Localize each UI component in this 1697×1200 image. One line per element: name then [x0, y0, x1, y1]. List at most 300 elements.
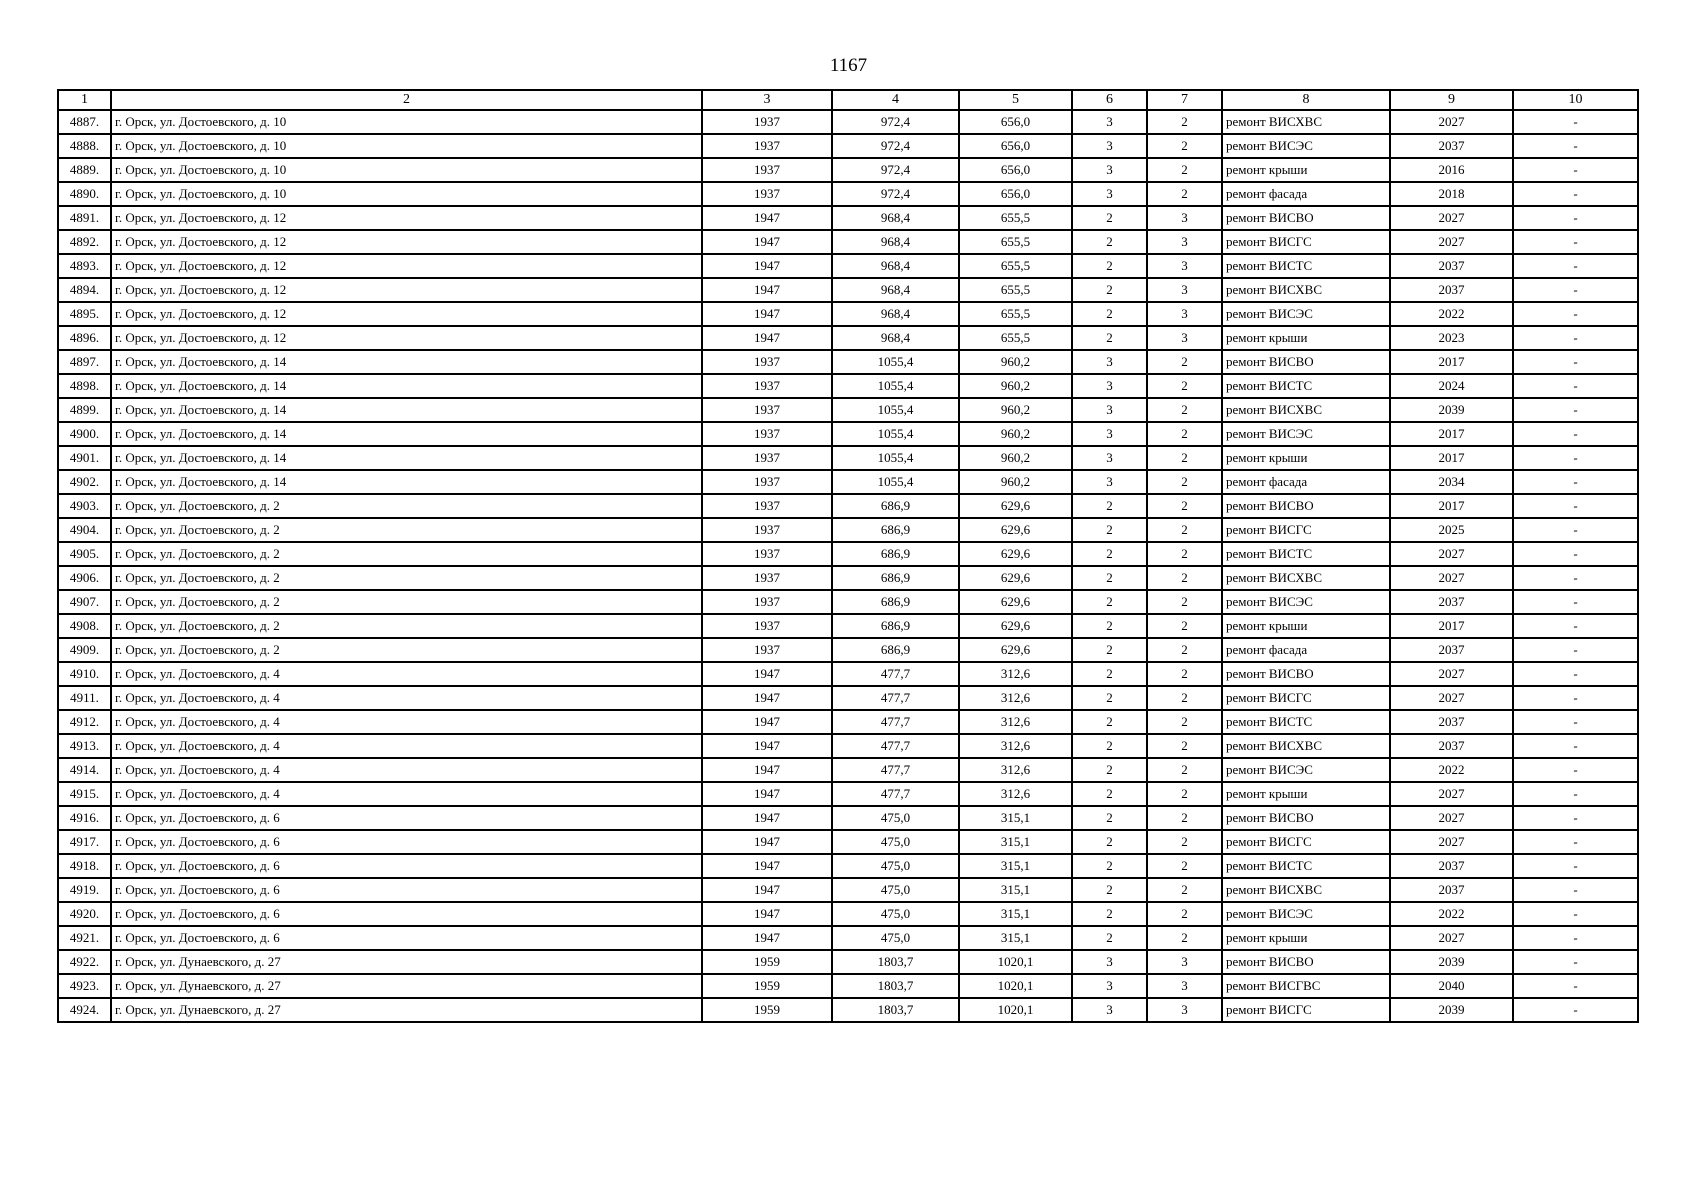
table-row [58, 854, 1638, 878]
work-type-cell: ремонт ВИСЭС [1222, 758, 1390, 782]
total-area-cell: 477,7 [832, 758, 959, 782]
planned-year-cell: 2034 [1390, 470, 1513, 494]
table-row [58, 422, 1638, 446]
work-type-cell: ремонт ВИСЭС [1222, 302, 1390, 326]
planned-year-cell: 2037 [1390, 710, 1513, 734]
entrances-cell: 3 [1147, 302, 1222, 326]
floors-cell: 2 [1072, 638, 1147, 662]
note-cell: - [1513, 446, 1638, 470]
total-area-cell: 477,7 [832, 734, 959, 758]
total-area-cell: 1055,4 [832, 446, 959, 470]
living-area-cell: 629,6 [959, 518, 1072, 542]
floors-cell: 2 [1072, 710, 1147, 734]
entrances-cell: 3 [1147, 974, 1222, 998]
living-area-cell: 315,1 [959, 830, 1072, 854]
address-cell: г. Орск, ул. Достоевского, д. 4 [111, 662, 702, 686]
row-number-cell: 4888. [58, 134, 111, 158]
note-cell: - [1513, 638, 1638, 662]
floors-cell: 2 [1072, 326, 1147, 350]
total-area-cell: 968,4 [832, 254, 959, 278]
build-year-cell: 1947 [702, 302, 832, 326]
entrances-cell: 3 [1147, 254, 1222, 278]
address-cell: г. Орск, ул. Достоевского, д. 6 [111, 926, 702, 950]
living-area-cell: 656,0 [959, 134, 1072, 158]
row-number-cell: 4895. [58, 302, 111, 326]
note-cell: - [1513, 110, 1638, 134]
table-row [58, 902, 1638, 926]
entrances-cell: 2 [1147, 686, 1222, 710]
table-row [58, 518, 1638, 542]
living-area-cell: 312,6 [959, 710, 1072, 734]
table-row [58, 278, 1638, 302]
address-cell: г. Орск, ул. Достоевского, д. 12 [111, 278, 702, 302]
work-type-cell: ремонт ВИСГС [1222, 830, 1390, 854]
entrances-cell: 2 [1147, 638, 1222, 662]
living-area-cell: 960,2 [959, 422, 1072, 446]
planned-year-cell: 2016 [1390, 158, 1513, 182]
floors-cell: 3 [1072, 446, 1147, 470]
entrances-cell: 2 [1147, 566, 1222, 590]
note-cell: - [1513, 782, 1638, 806]
work-type-cell: ремонт ВИСТС [1222, 254, 1390, 278]
planned-year-cell: 2027 [1390, 782, 1513, 806]
row-number-cell: 4906. [58, 566, 111, 590]
build-year-cell: 1947 [702, 686, 832, 710]
table-row [58, 326, 1638, 350]
row-number-cell: 4911. [58, 686, 111, 710]
table-row [58, 398, 1638, 422]
planned-year-cell: 2037 [1390, 638, 1513, 662]
build-year-cell: 1937 [702, 470, 832, 494]
note-cell: - [1513, 854, 1638, 878]
work-type-cell: ремонт ВИСВО [1222, 350, 1390, 374]
entrances-cell: 2 [1147, 134, 1222, 158]
address-cell: г. Орск, ул. Достоевского, д. 10 [111, 110, 702, 134]
floors-cell: 3 [1072, 950, 1147, 974]
total-area-cell: 968,4 [832, 326, 959, 350]
address-cell: г. Орск, ул. Достоевского, д. 14 [111, 398, 702, 422]
floors-cell: 2 [1072, 254, 1147, 278]
note-cell: - [1513, 878, 1638, 902]
planned-year-cell: 2018 [1390, 182, 1513, 206]
living-area-cell: 656,0 [959, 158, 1072, 182]
living-area-cell: 315,1 [959, 902, 1072, 926]
build-year-cell: 1937 [702, 110, 832, 134]
note-cell: - [1513, 902, 1638, 926]
work-type-cell: ремонт ВИСХВС [1222, 566, 1390, 590]
build-year-cell: 1937 [702, 350, 832, 374]
total-area-cell: 686,9 [832, 518, 959, 542]
build-year-cell: 1947 [702, 830, 832, 854]
note-cell: - [1513, 998, 1638, 1022]
note-cell: - [1513, 398, 1638, 422]
build-year-cell: 1947 [702, 254, 832, 278]
entrances-cell: 2 [1147, 182, 1222, 206]
work-type-cell: ремонт ВИСХВС [1222, 110, 1390, 134]
row-number-cell: 4897. [58, 350, 111, 374]
floors-cell: 2 [1072, 566, 1147, 590]
note-cell: - [1513, 470, 1638, 494]
floors-cell: 2 [1072, 806, 1147, 830]
planned-year-cell: 2037 [1390, 254, 1513, 278]
build-year-cell: 1947 [702, 662, 832, 686]
total-area-cell: 1055,4 [832, 470, 959, 494]
living-area-cell: 960,2 [959, 374, 1072, 398]
entrances-cell: 3 [1147, 230, 1222, 254]
living-area-cell: 960,2 [959, 446, 1072, 470]
column-header: 9 [1390, 90, 1513, 110]
table-row [58, 374, 1638, 398]
planned-year-cell: 2037 [1390, 590, 1513, 614]
living-area-cell: 655,5 [959, 302, 1072, 326]
row-number-cell: 4893. [58, 254, 111, 278]
total-area-cell: 686,9 [832, 614, 959, 638]
floors-cell: 2 [1072, 278, 1147, 302]
planned-year-cell: 2022 [1390, 902, 1513, 926]
entrances-cell: 2 [1147, 758, 1222, 782]
total-area-cell: 477,7 [832, 782, 959, 806]
planned-year-cell: 2039 [1390, 998, 1513, 1022]
note-cell: - [1513, 326, 1638, 350]
total-area-cell: 1803,7 [832, 974, 959, 998]
planned-year-cell: 2027 [1390, 806, 1513, 830]
address-cell: г. Орск, ул. Достоевского, д. 6 [111, 854, 702, 878]
total-area-cell: 686,9 [832, 566, 959, 590]
table-row [58, 926, 1638, 950]
entrances-cell: 2 [1147, 782, 1222, 806]
entrances-cell: 2 [1147, 494, 1222, 518]
note-cell: - [1513, 686, 1638, 710]
floors-cell: 3 [1072, 998, 1147, 1022]
living-area-cell: 1020,1 [959, 974, 1072, 998]
build-year-cell: 1947 [702, 710, 832, 734]
build-year-cell: 1947 [702, 926, 832, 950]
entrances-cell: 2 [1147, 110, 1222, 134]
entrances-cell: 2 [1147, 398, 1222, 422]
total-area-cell: 1055,4 [832, 374, 959, 398]
floors-cell: 3 [1072, 422, 1147, 446]
total-area-cell: 475,0 [832, 902, 959, 926]
planned-year-cell: 2017 [1390, 614, 1513, 638]
row-number-cell: 4889. [58, 158, 111, 182]
address-cell: г. Орск, ул. Достоевского, д. 14 [111, 374, 702, 398]
living-area-cell: 629,6 [959, 590, 1072, 614]
work-type-cell: ремонт ВИСТС [1222, 710, 1390, 734]
note-cell: - [1513, 758, 1638, 782]
entrances-cell: 3 [1147, 326, 1222, 350]
row-number-cell: 4898. [58, 374, 111, 398]
work-type-cell: ремонт ВИСГВС [1222, 974, 1390, 998]
row-number-cell: 4919. [58, 878, 111, 902]
row-number-cell: 4910. [58, 662, 111, 686]
address-cell: г. Орск, ул. Достоевского, д. 4 [111, 686, 702, 710]
column-header: 3 [702, 90, 832, 110]
entrances-cell: 2 [1147, 374, 1222, 398]
planned-year-cell: 2023 [1390, 326, 1513, 350]
build-year-cell: 1937 [702, 374, 832, 398]
total-area-cell: 968,4 [832, 230, 959, 254]
note-cell: - [1513, 374, 1638, 398]
row-number-cell: 4915. [58, 782, 111, 806]
work-type-cell: ремонт ВИСВО [1222, 206, 1390, 230]
planned-year-cell: 2037 [1390, 854, 1513, 878]
table-row [58, 350, 1638, 374]
note-cell: - [1513, 422, 1638, 446]
row-number-cell: 4907. [58, 590, 111, 614]
floors-cell: 2 [1072, 590, 1147, 614]
row-number-cell: 4918. [58, 854, 111, 878]
table-row [58, 686, 1638, 710]
row-number-cell: 4924. [58, 998, 111, 1022]
column-header: 6 [1072, 90, 1147, 110]
living-area-cell: 312,6 [959, 734, 1072, 758]
note-cell: - [1513, 614, 1638, 638]
table-row [58, 134, 1638, 158]
entrances-cell: 2 [1147, 734, 1222, 758]
total-area-cell: 475,0 [832, 854, 959, 878]
floors-cell: 2 [1072, 830, 1147, 854]
table-row [58, 830, 1638, 854]
living-area-cell: 315,1 [959, 878, 1072, 902]
planned-year-cell: 2027 [1390, 662, 1513, 686]
floors-cell: 3 [1072, 398, 1147, 422]
build-year-cell: 1947 [702, 806, 832, 830]
floors-cell: 2 [1072, 662, 1147, 686]
address-cell: г. Орск, ул. Достоевского, д. 14 [111, 422, 702, 446]
entrances-cell: 2 [1147, 710, 1222, 734]
address-cell: г. Орск, ул. Достоевского, д. 4 [111, 782, 702, 806]
table-body [58, 110, 1638, 1022]
work-type-cell: ремонт ВИСГС [1222, 686, 1390, 710]
build-year-cell: 1947 [702, 902, 832, 926]
row-number-cell: 4900. [58, 422, 111, 446]
build-year-cell: 1947 [702, 326, 832, 350]
address-cell: г. Орск, ул. Достоевского, д. 6 [111, 902, 702, 926]
row-number-cell: 4903. [58, 494, 111, 518]
total-area-cell: 972,4 [832, 158, 959, 182]
column-number-row [58, 90, 1638, 110]
living-area-cell: 629,6 [959, 566, 1072, 590]
work-type-cell: ремонт ВИСВО [1222, 662, 1390, 686]
address-cell: г. Орск, ул. Достоевского, д. 10 [111, 134, 702, 158]
note-cell: - [1513, 254, 1638, 278]
build-year-cell: 1937 [702, 494, 832, 518]
work-type-cell: ремонт ВИСЭС [1222, 422, 1390, 446]
total-area-cell: 968,4 [832, 302, 959, 326]
floors-cell: 3 [1072, 470, 1147, 494]
note-cell: - [1513, 134, 1638, 158]
address-cell: г. Орск, ул. Достоевского, д. 12 [111, 230, 702, 254]
column-header: 8 [1222, 90, 1390, 110]
note-cell: - [1513, 182, 1638, 206]
entrances-cell: 2 [1147, 614, 1222, 638]
note-cell: - [1513, 830, 1638, 854]
address-cell: г. Орск, ул. Достоевского, д. 2 [111, 518, 702, 542]
row-number-cell: 4923. [58, 974, 111, 998]
work-type-cell: ремонт ВИСЭС [1222, 902, 1390, 926]
build-year-cell: 1937 [702, 134, 832, 158]
total-area-cell: 477,7 [832, 710, 959, 734]
note-cell: - [1513, 662, 1638, 686]
floors-cell: 3 [1072, 350, 1147, 374]
row-number-cell: 4922. [58, 950, 111, 974]
address-cell: г. Орск, ул. Достоевского, д. 6 [111, 830, 702, 854]
work-type-cell: ремонт крыши [1222, 782, 1390, 806]
total-area-cell: 968,4 [832, 206, 959, 230]
floors-cell: 2 [1072, 782, 1147, 806]
living-area-cell: 629,6 [959, 638, 1072, 662]
entrances-cell: 2 [1147, 830, 1222, 854]
note-cell: - [1513, 710, 1638, 734]
address-cell: г. Орск, ул. Достоевского, д. 6 [111, 806, 702, 830]
build-year-cell: 1937 [702, 614, 832, 638]
planned-year-cell: 2022 [1390, 758, 1513, 782]
build-year-cell: 1937 [702, 446, 832, 470]
living-area-cell: 960,2 [959, 470, 1072, 494]
address-cell: г. Орск, ул. Достоевского, д. 4 [111, 758, 702, 782]
work-type-cell: ремонт ВИСХВС [1222, 878, 1390, 902]
build-year-cell: 1937 [702, 158, 832, 182]
address-cell: г. Орск, ул. Достоевского, д. 2 [111, 590, 702, 614]
work-type-cell: ремонт крыши [1222, 926, 1390, 950]
address-cell: г. Орск, ул. Достоевского, д. 10 [111, 158, 702, 182]
note-cell: - [1513, 734, 1638, 758]
work-type-cell: ремонт ВИСЭС [1222, 134, 1390, 158]
living-area-cell: 315,1 [959, 806, 1072, 830]
total-area-cell: 968,4 [832, 278, 959, 302]
build-year-cell: 1947 [702, 854, 832, 878]
living-area-cell: 655,5 [959, 326, 1072, 350]
table-row [58, 734, 1638, 758]
note-cell: - [1513, 230, 1638, 254]
build-year-cell: 1947 [702, 782, 832, 806]
work-type-cell: ремонт ВИСТС [1222, 854, 1390, 878]
table-row [58, 590, 1638, 614]
total-area-cell: 686,9 [832, 638, 959, 662]
row-number-cell: 4902. [58, 470, 111, 494]
living-area-cell: 312,6 [959, 782, 1072, 806]
planned-year-cell: 2027 [1390, 686, 1513, 710]
build-year-cell: 1959 [702, 974, 832, 998]
row-number-cell: 4920. [58, 902, 111, 926]
build-year-cell: 1947 [702, 278, 832, 302]
table-row [58, 998, 1638, 1022]
living-area-cell: 629,6 [959, 494, 1072, 518]
address-cell: г. Орск, ул. Достоевского, д. 14 [111, 350, 702, 374]
total-area-cell: 1803,7 [832, 998, 959, 1022]
entrances-cell: 2 [1147, 518, 1222, 542]
work-type-cell: ремонт крыши [1222, 446, 1390, 470]
table-row [58, 110, 1638, 134]
note-cell: - [1513, 278, 1638, 302]
floors-cell: 3 [1072, 182, 1147, 206]
planned-year-cell: 2025 [1390, 518, 1513, 542]
planned-year-cell: 2022 [1390, 302, 1513, 326]
work-type-cell: ремонт ВИСГС [1222, 518, 1390, 542]
total-area-cell: 1055,4 [832, 398, 959, 422]
build-year-cell: 1947 [702, 734, 832, 758]
note-cell: - [1513, 566, 1638, 590]
row-number-cell: 4914. [58, 758, 111, 782]
living-area-cell: 655,5 [959, 278, 1072, 302]
build-year-cell: 1959 [702, 998, 832, 1022]
address-cell: г. Орск, ул. Достоевского, д. 2 [111, 494, 702, 518]
work-type-cell: ремонт ВИСХВС [1222, 398, 1390, 422]
row-number-cell: 4896. [58, 326, 111, 350]
table-row [58, 614, 1638, 638]
floors-cell: 2 [1072, 302, 1147, 326]
column-header: 10 [1513, 90, 1638, 110]
table-row [58, 254, 1638, 278]
entrances-cell: 2 [1147, 662, 1222, 686]
planned-year-cell: 2039 [1390, 398, 1513, 422]
planned-year-cell: 2017 [1390, 350, 1513, 374]
work-type-cell: ремонт ВИСВО [1222, 494, 1390, 518]
address-cell: г. Орск, ул. Достоевского, д. 12 [111, 302, 702, 326]
register-table [57, 89, 1639, 1023]
living-area-cell: 315,1 [959, 854, 1072, 878]
note-cell: - [1513, 590, 1638, 614]
entrances-cell: 2 [1147, 854, 1222, 878]
build-year-cell: 1937 [702, 182, 832, 206]
planned-year-cell: 2027 [1390, 110, 1513, 134]
total-area-cell: 972,4 [832, 110, 959, 134]
note-cell: - [1513, 806, 1638, 830]
living-area-cell: 629,6 [959, 614, 1072, 638]
note-cell: - [1513, 926, 1638, 950]
planned-year-cell: 2037 [1390, 278, 1513, 302]
note-cell: - [1513, 518, 1638, 542]
total-area-cell: 972,4 [832, 182, 959, 206]
total-area-cell: 972,4 [832, 134, 959, 158]
total-area-cell: 686,9 [832, 542, 959, 566]
table-row [58, 230, 1638, 254]
row-number-cell: 4905. [58, 542, 111, 566]
row-number-cell: 4887. [58, 110, 111, 134]
build-year-cell: 1937 [702, 518, 832, 542]
floors-cell: 2 [1072, 206, 1147, 230]
build-year-cell: 1937 [702, 542, 832, 566]
build-year-cell: 1947 [702, 230, 832, 254]
planned-year-cell: 2024 [1390, 374, 1513, 398]
note-cell: - [1513, 494, 1638, 518]
work-type-cell: ремонт ВИСТС [1222, 374, 1390, 398]
total-area-cell: 1055,4 [832, 350, 959, 374]
table-row [58, 878, 1638, 902]
row-number-cell: 4912. [58, 710, 111, 734]
table-row [58, 182, 1638, 206]
table-row [58, 542, 1638, 566]
planned-year-cell: 2037 [1390, 734, 1513, 758]
work-type-cell: ремонт ВИСХВС [1222, 278, 1390, 302]
work-type-cell: ремонт фасада [1222, 638, 1390, 662]
note-cell: - [1513, 350, 1638, 374]
entrances-cell: 3 [1147, 998, 1222, 1022]
row-number-cell: 4917. [58, 830, 111, 854]
living-area-cell: 655,5 [959, 230, 1072, 254]
living-area-cell: 629,6 [959, 542, 1072, 566]
floors-cell: 2 [1072, 854, 1147, 878]
planned-year-cell: 2027 [1390, 566, 1513, 590]
work-type-cell: ремонт крыши [1222, 326, 1390, 350]
entrances-cell: 2 [1147, 926, 1222, 950]
living-area-cell: 312,6 [959, 686, 1072, 710]
table-row [58, 446, 1638, 470]
row-number-cell: 4891. [58, 206, 111, 230]
floors-cell: 2 [1072, 542, 1147, 566]
entrances-cell: 3 [1147, 278, 1222, 302]
table-row [58, 158, 1638, 182]
